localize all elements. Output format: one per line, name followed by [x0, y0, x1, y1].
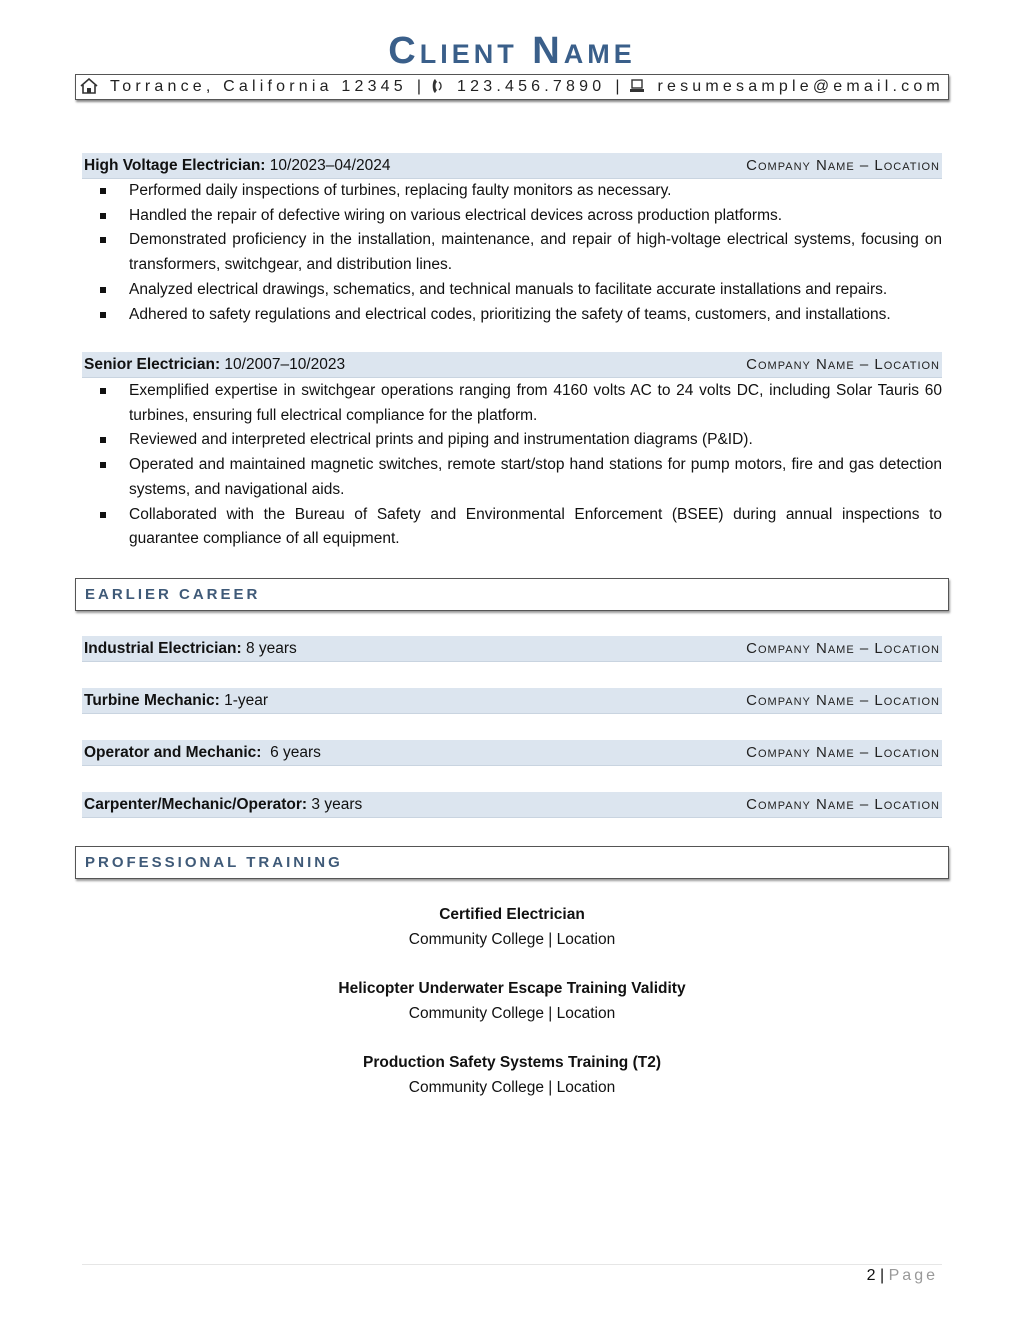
job-bullets	[82, 179, 942, 327]
list-item: Performed daily inspections of turbines, replacing faulty monitors as necessary.	[82, 179, 942, 204]
career-duration: 3 years	[311, 795, 363, 813]
list-item: Analyzed electrical drawings, schematics, and technical manuals to facilitate accurate installations and repairs.	[82, 278, 942, 303]
list-item: Handled the repair of defective wiring on various electrical devices across production platforms.	[82, 204, 942, 229]
section-heading-professional-training: PROFESSIONAL TRAINING	[75, 846, 949, 879]
career-title: Industrial Electrician:	[84, 639, 242, 657]
page-number: 2	[866, 1267, 876, 1284]
section-heading-earlier-career: EARLIER CAREER	[75, 578, 949, 611]
career-item	[82, 740, 942, 766]
company-location: Company Name – Location	[746, 744, 940, 761]
career-duration: 1-year	[224, 691, 269, 709]
training-item	[0, 977, 1024, 1026]
company-location: Company Name – Location	[746, 356, 940, 373]
list-item: Reviewed and interpreted electrical prints and piping and instrumentation diagrams (P&ID).	[82, 428, 942, 453]
footer-separator: |	[880, 1267, 885, 1284]
list-item: Collaborated with the Bureau of Safety and Environmental Enforcement (BSEE) during annual inspections to guarantee compliance of all equipment.	[82, 503, 942, 552]
job-header	[82, 153, 942, 179]
job-dates: 10/2023–04/2024	[269, 156, 391, 174]
training-school: Community College | Location	[408, 930, 616, 948]
training-cert: Production Safety Systems Training (T2)	[362, 1054, 661, 1071]
job-header	[82, 352, 942, 378]
contact-bar	[75, 74, 949, 100]
career-item	[82, 792, 942, 818]
job-bullets	[82, 379, 942, 552]
training-item	[0, 1051, 1024, 1100]
job-dates: 10/2007–10/2023	[224, 355, 346, 373]
separator: |	[416, 78, 422, 95]
training-cert: Helicopter Underwater Escape Training Validity	[338, 980, 686, 997]
address-text: Torrance, California 12345	[110, 78, 407, 95]
email-text: resumesample@email.com	[657, 78, 944, 95]
footer-divider	[82, 1264, 942, 1265]
list-item: Exemplified expertise in switchgear operations ranging from 4160 volts AC to 24 volts DC, including Solar Tauris 60 turbines, ensuring full electrical compliance for the platform.	[82, 379, 942, 428]
list-item: Demonstrated proficiency in the installation, maintenance, and repair of high-voltage electrical systems, focusing on transformers, switchgear, and distribution lines.	[82, 228, 942, 277]
career-title: Operator and Mechanic:	[84, 743, 262, 761]
laptop-icon	[629, 79, 645, 96]
job-title: Senior Electrician:	[84, 355, 221, 373]
client-name: Client Name	[388, 30, 636, 72]
career-duration: 6 years	[270, 743, 321, 761]
career-item	[82, 636, 942, 662]
company-location: Company Name – Location	[746, 640, 940, 657]
phone-text: 123.456.7890	[457, 78, 606, 95]
list-item: Adhered to safety regulations and electrical codes, prioritizing the safety of teams, customers, and installations.	[82, 303, 942, 328]
company-location: Company Name – Location	[746, 157, 940, 174]
page-footer	[867, 1267, 938, 1285]
company-location: Company Name – Location	[746, 796, 940, 813]
job-title: High Voltage Electrician:	[84, 156, 266, 174]
career-title: Turbine Mechanic:	[84, 691, 220, 709]
phone-icon	[431, 78, 445, 97]
training-school: Community College | Location	[408, 1078, 616, 1096]
career-duration: 8 years	[245, 639, 297, 657]
list-item: Operated and maintained magnetic switches, remote start/stop hand stations for pump motors, fire and gas detection systems, and navigational aids.	[82, 453, 942, 502]
career-item	[82, 688, 942, 714]
company-location: Company Name – Location	[746, 692, 940, 709]
training-item	[0, 903, 1024, 952]
house-icon	[80, 78, 98, 97]
page-label: Page	[888, 1267, 938, 1284]
career-title: Carpenter/Mechanic/Operator:	[84, 795, 308, 813]
training-school: Community College | Location	[408, 1004, 616, 1022]
training-cert: Certified Electrician	[439, 906, 585, 923]
separator: |	[615, 78, 620, 95]
